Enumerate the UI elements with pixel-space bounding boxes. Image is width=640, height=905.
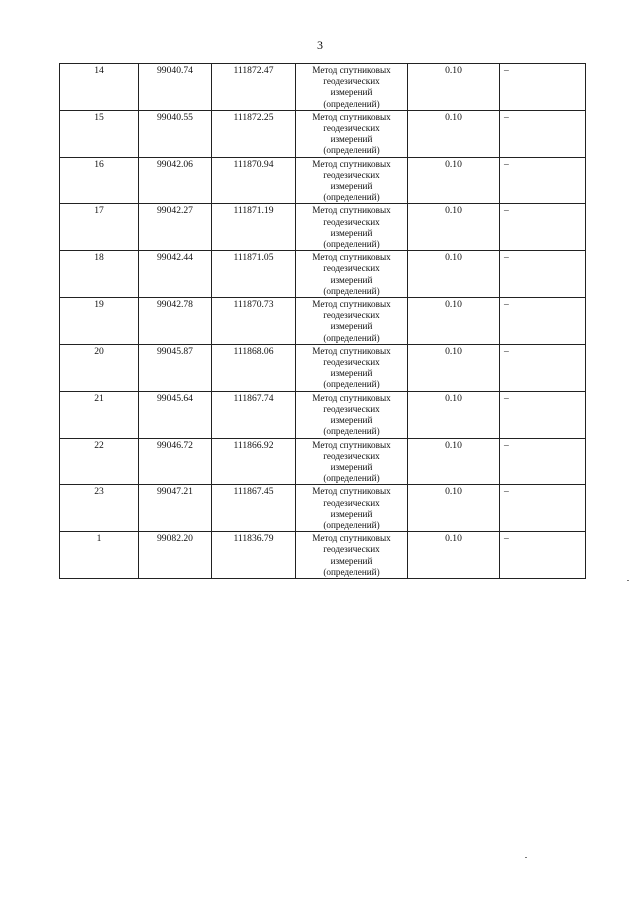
cell-y-coordinate: 111868.06 [212,344,296,391]
method-line: геодезических [323,450,380,461]
method-line: (определений) [323,473,380,484]
cell-x-coordinate: 99042.78 [139,298,212,345]
cell-method [296,532,408,579]
cell-point-number: 19 [60,298,139,345]
method-line: (определений) [323,285,380,296]
method-line: (определений) [323,192,380,203]
cell-x-coordinate: 99047.21 [139,485,212,532]
cell-point-number: 1 [60,532,139,579]
cell-accuracy: 0.10 [408,298,500,345]
method-line: геодезических [323,169,380,180]
method-line: (определений) [323,519,380,530]
table-row [60,344,586,391]
method-line: Метод спутниковых [312,392,391,403]
cell-method [296,110,408,157]
cell-accuracy: 0.10 [408,157,500,204]
cell-y-coordinate: 111866.92 [212,438,296,485]
method-line: геодезических [323,357,380,368]
method-line: геодезических [323,310,380,321]
cell-note: – [500,532,586,579]
coordinates-table [59,63,586,579]
method-line: Метод спутниковых [312,439,391,450]
cell-method [296,64,408,111]
cell-accuracy: 0.10 [408,391,500,438]
table-row [60,157,586,204]
cell-x-coordinate: 99040.55 [139,110,212,157]
method-line: измерений [330,508,373,519]
cell-y-coordinate: 111867.74 [212,391,296,438]
method-line: геодезических [323,123,380,134]
table-body [60,64,586,579]
cell-point-number: 20 [60,344,139,391]
scan-speck [627,580,629,581]
cell-point-number: 18 [60,251,139,298]
cell-note: – [500,157,586,204]
cell-point-number: 21 [60,391,139,438]
cell-accuracy: 0.10 [408,204,500,251]
cell-note: – [500,64,586,111]
table-row [60,485,586,532]
cell-y-coordinate: 111872.25 [212,110,296,157]
method-line: геодезических [323,497,380,508]
cell-note: – [500,344,586,391]
cell-y-coordinate: 111836.79 [212,532,296,579]
cell-x-coordinate: 99082.20 [139,532,212,579]
page-number: 3 [317,38,323,52]
method-line: измерений [330,321,373,332]
cell-y-coordinate: 111871.19 [212,204,296,251]
cell-point-number: 16 [60,157,139,204]
method-line: геодезических [323,403,380,414]
method-line: Метод спутниковых [312,533,391,544]
cell-point-number: 15 [60,110,139,157]
cell-note: – [500,485,586,532]
table-row [60,110,586,157]
cell-point-number: 17 [60,204,139,251]
scan-speck [525,857,527,858]
cell-method [296,438,408,485]
method-line: Метод спутниковых [312,486,391,497]
cell-accuracy: 0.10 [408,110,500,157]
cell-x-coordinate: 99045.87 [139,344,212,391]
cell-method [296,344,408,391]
cell-y-coordinate: 111870.73 [212,298,296,345]
method-line: измерений [330,227,373,238]
table-row [60,204,586,251]
cell-x-coordinate: 99042.44 [139,251,212,298]
cell-x-coordinate: 99042.06 [139,157,212,204]
cell-method [296,251,408,298]
cell-y-coordinate: 111870.94 [212,157,296,204]
method-line: (определений) [323,239,380,250]
cell-note: – [500,438,586,485]
method-line: измерений [330,274,373,285]
method-line: измерений [330,555,373,566]
cell-accuracy: 0.10 [408,344,500,391]
cell-method [296,485,408,532]
cell-note: – [500,204,586,251]
method-line: (определений) [323,426,380,437]
method-line: (определений) [323,332,380,343]
cell-accuracy: 0.10 [408,251,500,298]
cell-y-coordinate: 111871.05 [212,251,296,298]
method-line: измерений [330,134,373,145]
cell-x-coordinate: 99046.72 [139,438,212,485]
cell-x-coordinate: 99042.27 [139,204,212,251]
cell-x-coordinate: 99045.64 [139,391,212,438]
cell-accuracy: 0.10 [408,532,500,579]
cell-y-coordinate: 111872.47 [212,64,296,111]
table-row [60,64,586,111]
method-line: (определений) [323,98,380,109]
cell-x-coordinate: 99040.74 [139,64,212,111]
cell-note: – [500,110,586,157]
cell-y-coordinate: 111867.45 [212,485,296,532]
cell-point-number: 23 [60,485,139,532]
method-line: Метод спутниковых [312,158,391,169]
cell-note: – [500,298,586,345]
cell-accuracy: 0.10 [408,438,500,485]
method-line: Метод спутниковых [312,345,391,356]
cell-accuracy: 0.10 [408,485,500,532]
table-row [60,391,586,438]
method-line: Метод спутниковых [312,65,391,75]
method-line: геодезических [323,544,380,555]
method-line: измерений [330,368,373,379]
cell-point-number: 14 [60,64,139,111]
cell-accuracy: 0.10 [408,64,500,111]
method-line: измерений [330,415,373,426]
method-line: измерений [330,181,373,192]
table-row [60,251,586,298]
cell-point-number: 22 [60,438,139,485]
method-line: Метод спутниковых [312,252,391,263]
cell-method [296,391,408,438]
method-line: геодезических [323,216,380,227]
method-line: геодезических [323,263,380,274]
table-row [60,298,586,345]
method-line: (определений) [323,379,380,390]
method-line: геодезических [323,76,380,87]
cell-method [296,157,408,204]
method-line: (определений) [323,566,380,577]
table-row [60,532,586,579]
cell-note: – [500,251,586,298]
method-line: Метод спутниковых [312,299,391,310]
method-line: Метод спутниковых [312,111,391,122]
method-line: измерений [330,87,373,98]
cell-method [296,204,408,251]
cell-note: – [500,391,586,438]
method-line: измерений [330,461,373,472]
table-row [60,438,586,485]
cell-method [296,298,408,345]
method-line: Метод спутниковых [312,205,391,216]
method-line: (определений) [323,145,380,156]
